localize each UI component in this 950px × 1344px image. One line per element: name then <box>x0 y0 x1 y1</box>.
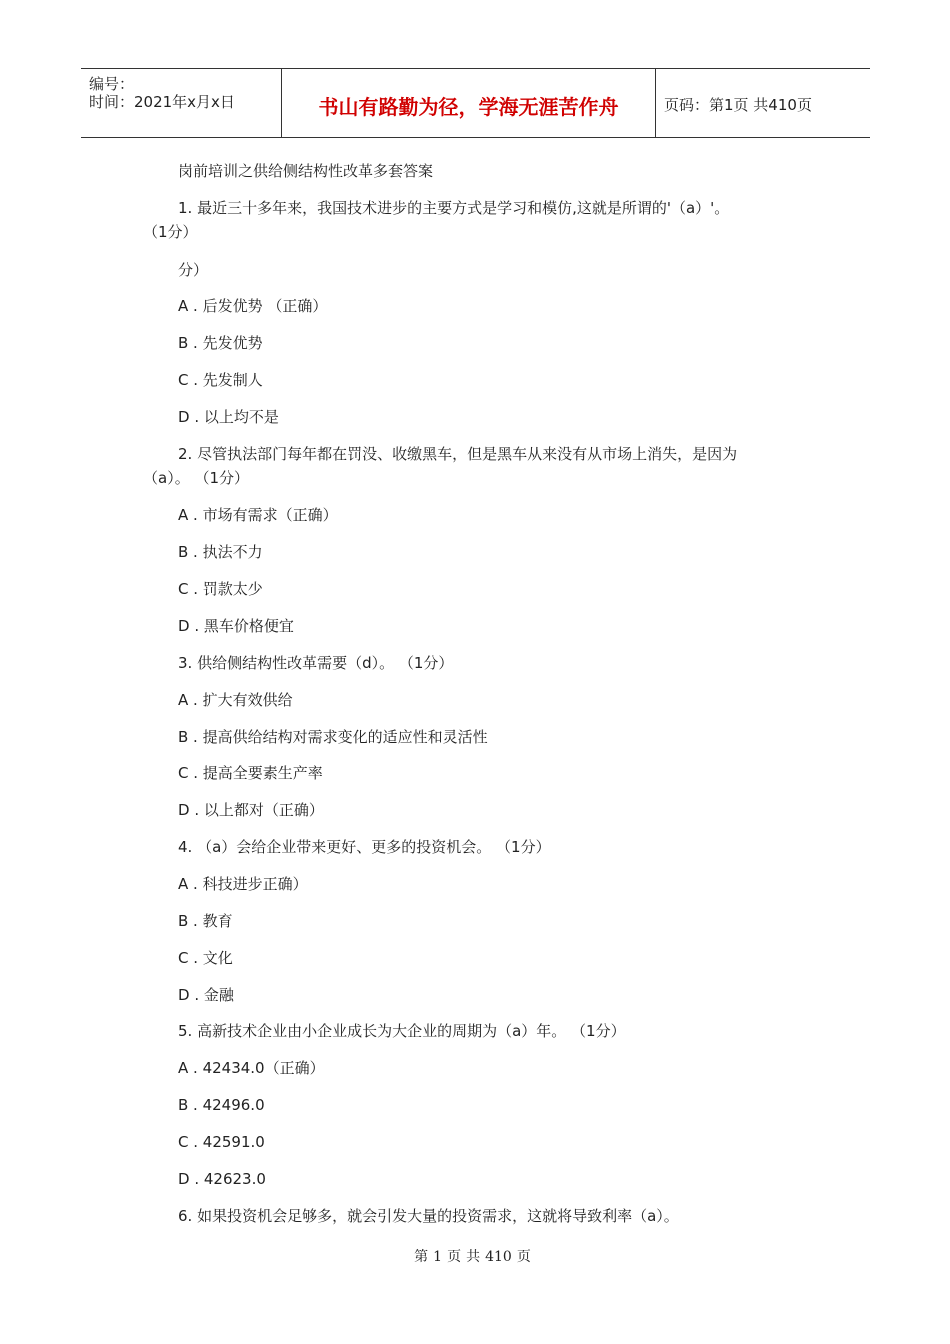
question-line: 3. 供给侧结构性改革需要（d）。 （1分） <box>178 654 454 672</box>
document-date-label: 时间：2021年x月x日 <box>89 93 235 111</box>
option-line: C . 罚款太少 <box>178 580 263 598</box>
footer-page-number: 1 <box>433 1249 443 1265</box>
option-line: B . 教育 <box>178 912 233 930</box>
option-line: A . 后发优势 （正确） <box>178 297 328 315</box>
option-line: D . 黑车价格便宜 <box>178 617 294 635</box>
document-number-label: 编号： <box>89 75 135 93</box>
option-line: B . 42496.0 <box>178 1096 265 1114</box>
footer-text: 第 <box>414 1249 429 1265</box>
option-line: D . 42623.0 <box>178 1170 266 1188</box>
document-title: 岗前培训之供给侧结构性改革多套答案 <box>178 162 434 180</box>
option-line: C . 文化 <box>178 949 233 967</box>
footer-text: 共 <box>466 1249 481 1265</box>
question-line: 6. 如果投资机会足够多，就会引发大量的投资需求，这就将导致利率（a）。 <box>178 1207 679 1225</box>
question-line: （a）。 （1分） <box>143 469 250 487</box>
footer-total-pages: 410 <box>485 1249 512 1265</box>
question-line: 4. （a）会给企业带来更好、更多的投资机会。 （1分） <box>178 838 551 856</box>
option-line: C . 42591.0 <box>178 1133 265 1151</box>
option-line: D . 以上均不是 <box>178 408 279 426</box>
option-line: A . 42434.0（正确） <box>178 1059 325 1077</box>
option-line: D . 金融 <box>178 986 234 1004</box>
option-line: B . 先发优势 <box>178 334 263 352</box>
footer-text: 页 <box>516 1249 531 1265</box>
footer-text: 页 <box>447 1249 462 1265</box>
header-left-cell <box>81 69 281 137</box>
option-line: C . 先发制人 <box>178 371 263 389</box>
question-line: 分） <box>178 261 209 279</box>
header-page-info: 页码：第1页 共410页 <box>664 96 812 114</box>
question-line: （1分） <box>143 223 198 241</box>
header-motto: 书山有路勤为径，学海无涯苦作舟 <box>318 95 619 119</box>
header-middle-cell <box>281 69 656 137</box>
option-line: A . 扩大有效供给 <box>178 691 293 709</box>
page-footer <box>0 1246 950 1266</box>
option-line: D . 以上都对（正确） <box>178 801 324 819</box>
question-line: 5. 高新技术企业由小企业成长为大企业的周期为（a）年。 （1分） <box>178 1022 626 1040</box>
page-header <box>81 68 870 138</box>
question-line: 1. 最近三十多年来，我国技术进步的主要方式是学习和模仿,这就是所谓的'（a）'。 <box>178 199 730 217</box>
option-line: A . 科技进步正确） <box>178 875 308 893</box>
option-line: A . 市场有需求（正确） <box>178 506 338 524</box>
option-line: B . 执法不力 <box>178 543 263 561</box>
option-line: B . 提高供给结构对需求变化的适应性和灵活性 <box>178 728 488 746</box>
question-line: 2. 尽管执法部门每年都在罚没、收缴黑车，但是黑车从来没有从市场上消失，是因为 <box>178 445 738 463</box>
header-right-cell <box>655 69 870 137</box>
option-line: C . 提高全要素生产率 <box>178 764 323 782</box>
